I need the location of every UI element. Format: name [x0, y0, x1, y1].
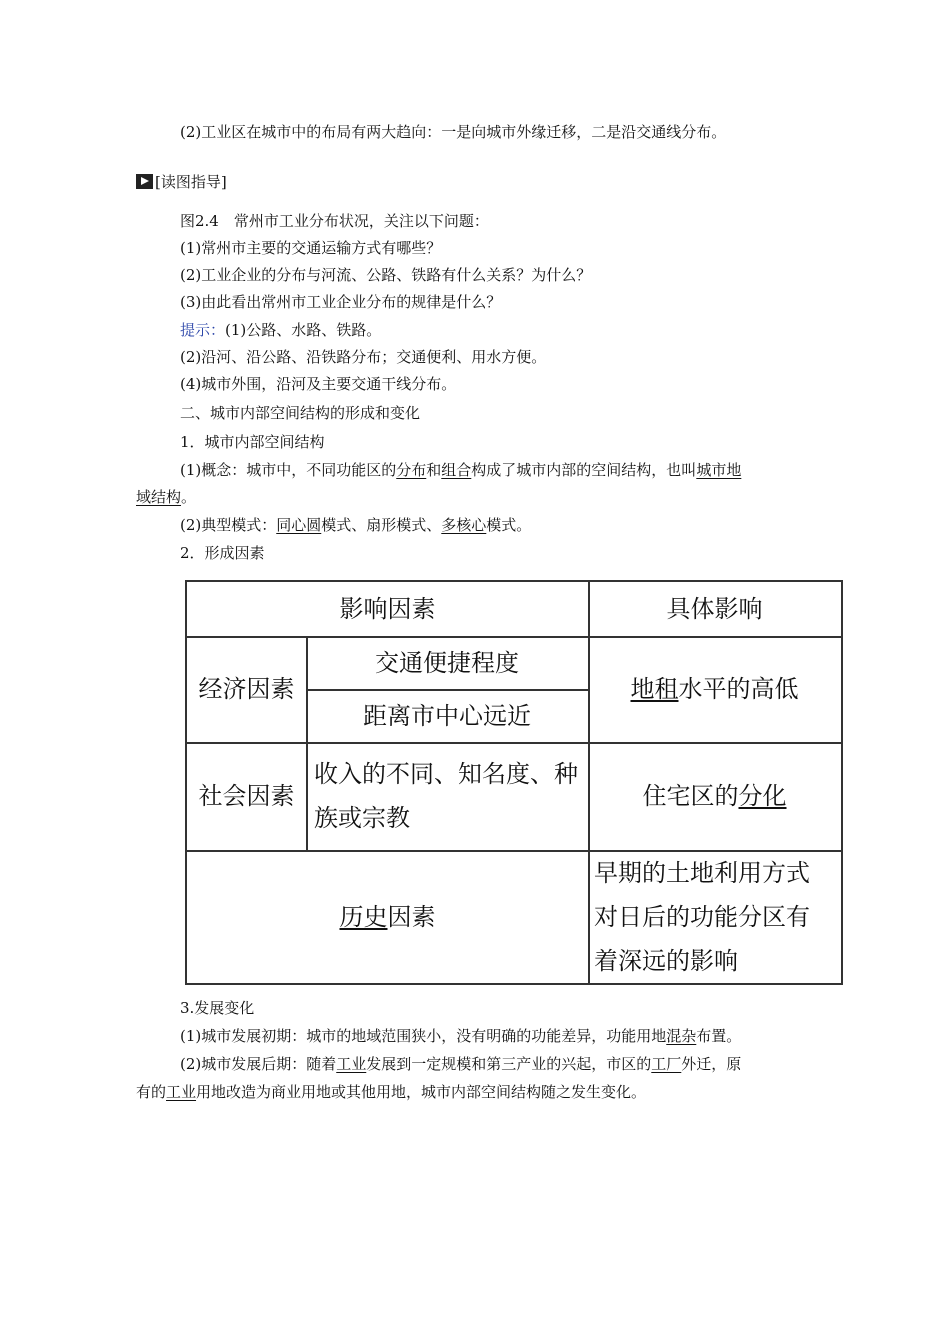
blank-answer: 域结构	[136, 488, 182, 506]
section-title: 二、城市内部空间结构的形成和变化	[180, 404, 421, 422]
subsection-structure: 1．城市内部空间结构	[180, 433, 325, 451]
late-stage-line: (2)城市发展后期：随着工业发展到一定规模和第三产业的兴起，市区的工厂外迁，原	[180, 1055, 742, 1073]
history-factor: 历史因素	[339, 902, 436, 931]
economic-detail-2: 距离市中心远近	[363, 701, 531, 730]
social-factor: 社会因素	[198, 782, 295, 810]
subsection-factors: 2．形成因素	[180, 544, 265, 562]
concept-line-cont: 域结构。	[136, 488, 197, 506]
blank-answer: 混杂	[666, 1027, 697, 1045]
development-title: 3.发展变化	[180, 999, 255, 1017]
question-2: (2)工业企业的分布与河流、公路、铁路有什么关系？为什么？	[180, 266, 592, 284]
blank-answer: 多核心	[441, 516, 487, 534]
social-detail: 收入的不同、知名度、种 族或宗教	[314, 760, 578, 832]
blank-answer: 地租	[630, 675, 679, 703]
header-factor: 影响因素	[339, 595, 436, 623]
question-1: (1)常州市主要的交通运输方式有哪些？	[180, 239, 442, 257]
blank-answer: 工厂	[651, 1055, 682, 1073]
models-line: (2)典型模式：同心圆模式、扇形模式、多核心模式。	[180, 516, 532, 534]
economic-effect: 地租水平的高低	[630, 675, 799, 703]
blank-answer: 同心圆	[276, 516, 322, 534]
guide-heading	[136, 172, 227, 192]
answer-2: (2)沿河、沿公路、沿铁路分布；交通便利、用水方便。	[180, 348, 547, 366]
history-effect: 早期的土地利用方式 对日后的功能分区有 着深远的影响	[594, 858, 810, 975]
blank-answer: 分布	[396, 461, 427, 479]
economic-factor: 经济因素	[198, 675, 295, 703]
guide-heading-label: [读图指导]	[155, 173, 227, 191]
play-icon	[136, 174, 153, 189]
answer-1: 提示：(1)公路、水路、铁路。	[180, 321, 382, 339]
hint-label: 提示：	[180, 321, 226, 339]
early-stage-line: (1)城市发展初期：城市的地域范围狭小，没有明确的功能差异，功能用地混杂布置。	[180, 1027, 742, 1045]
blank-answer: 历史	[339, 902, 388, 931]
figure-caption: 图2.4 常州市工业分布状况，关注以下问题：	[180, 212, 489, 230]
factors-table	[185, 580, 843, 985]
question-3: (3)由此看出常州市工业企业分布的规律是什么？	[180, 293, 502, 311]
economic-detail-1: 交通便捷程度	[375, 648, 519, 677]
blank-answer: 城市地	[696, 461, 742, 479]
answer-3: (4)城市外围，沿河及主要交通干线分布。	[180, 375, 457, 393]
late-stage-line-cont: 有的工业用地改造为商业用地或其他用地，城市内部空间结构随之发生变化。	[136, 1083, 647, 1101]
blank-answer: 分化	[738, 782, 787, 810]
concept-line: (1)概念：城市中，不同功能区的分布和组合构成了城市内部的空间结构，也叫城市地	[180, 461, 742, 479]
industrial-trend-text: (2)工业区在城市中的布局有两大趋向：一是向城市外缘迁移，二是沿交通线分布。	[180, 123, 727, 141]
header-effect: 具体影响	[666, 595, 763, 623]
blank-answer: 工业	[166, 1083, 197, 1101]
blank-answer: 组合	[441, 461, 472, 479]
social-effect: 住宅区的分化	[642, 782, 787, 810]
blank-answer: 工业	[336, 1055, 367, 1073]
